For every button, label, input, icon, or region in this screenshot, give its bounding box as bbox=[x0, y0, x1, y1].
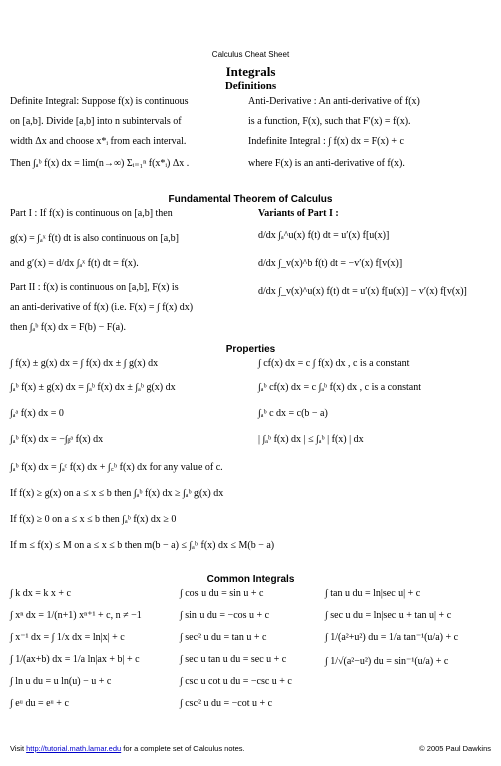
indefinite-integral-line: Indefinite Integral : ∫ f(x) dx = F(x) + c bbox=[248, 136, 404, 147]
sheet-top-title: Calculus Cheat Sheet bbox=[211, 50, 290, 59]
footer-note bbox=[10, 744, 245, 753]
common-integral-col2-5: ∫ csc u cot u du = −csc u + c bbox=[180, 676, 292, 687]
common-integral-col2-2: ∫ sin u du = −cos u + c bbox=[180, 610, 270, 621]
indefinite-integral-note: where F(x) is an anti-derivative of f(x). bbox=[248, 158, 405, 169]
ftc-left-line-6: then ∫ₐᵇ f(x) dx = F(b) − F(a). bbox=[10, 322, 126, 333]
definite-integral-line-4: Then ∫ₐᵇ f(x) dx = lim(n→∞) Σᵢ₌₁ⁿ f(x*ᵢ) Δx . bbox=[10, 158, 190, 169]
section-heading-definitions: Definitions bbox=[224, 80, 277, 92]
section-heading-common-integrals: Common Integrals bbox=[206, 574, 295, 585]
footer-suffix: for a complete set of Calculus notes. bbox=[121, 744, 245, 753]
common-integral-col2-6: ∫ csc² u du = −cot u + c bbox=[180, 698, 273, 709]
property-full-3: If f(x) ≥ 0 on a ≤ x ≤ b then ∫ₐᵇ f(x) dx ≥ 0 bbox=[10, 514, 177, 525]
ftc-left-line-5: an anti-derivative of f(x) (i.e. F(x) = ∫ f(x) dx) bbox=[10, 302, 194, 313]
page-title: Integrals bbox=[225, 64, 276, 79]
property-left-2: ∫ₐᵇ f(x) ± g(x) dx = ∫ₐᵇ f(x) dx ± ∫ₐᵇ g(x) dx bbox=[10, 382, 176, 393]
section-heading-ftc: Fundamental Theorem of Calculus bbox=[168, 194, 333, 205]
property-right-2: ∫ₐᵇ cf(x) dx = c ∫ₐᵇ f(x) dx , c is a constant bbox=[258, 382, 422, 393]
ftc-variants-title: Variants of Part I : bbox=[258, 208, 339, 219]
footer-prefix: Visit bbox=[10, 744, 27, 753]
property-full-2: If f(x) ≥ g(x) on a ≤ x ≤ b then ∫ₐᵇ f(x) dx ≥ ∫ₐᵇ g(x) dx bbox=[10, 488, 224, 499]
common-integral-col1-2: ∫ xⁿ dx = 1/(n+1) xⁿ⁺¹ + c, n ≠ −1 bbox=[10, 610, 142, 621]
ftc-variant-3: d/dx ∫_v(x)^u(x) f(t) dt = u′(x) f[u(x)] − v′(x) f[v(x)] bbox=[258, 286, 467, 297]
common-integral-col1-5: ∫ ln u du = u ln(u) − u + c bbox=[10, 676, 112, 687]
property-right-4: | ∫ₐᵇ f(x) dx | ≤ ∫ₐᵇ | f(x) | dx bbox=[258, 434, 364, 445]
definite-integral-line-3: width Δx and choose x*ᵢ from each interval. bbox=[10, 136, 187, 147]
common-integral-col3-4: ∫ 1/√(a²−u²) du = sin⁻¹(u/a) + c bbox=[325, 656, 449, 667]
ftc-left-line-1: Part I : If f(x) is continuous on [a,b] then bbox=[10, 208, 173, 219]
common-integral-col1-6: ∫ eᵘ du = eᵘ + c bbox=[10, 698, 69, 709]
common-integral-col2-4: ∫ sec u tan u du = sec u + c bbox=[180, 654, 287, 665]
property-left-3: ∫ₐᵃ f(x) dx = 0 bbox=[10, 408, 64, 419]
anti-derivative-line-2: is a function, F(x), such that F′(x) = f(x). bbox=[248, 116, 411, 127]
ftc-left-line-3: and g′(x) = d/dx ∫ₐˣ f(t) dt = f(x). bbox=[10, 258, 139, 269]
definite-integral-line-1: Definite Integral: Suppose f(x) is continuous bbox=[10, 96, 189, 107]
ftc-left-line-2: g(x) = ∫ₐˣ f(t) dt is also continuous on [a,b] bbox=[10, 233, 179, 244]
common-integral-col3-2: ∫ sec u du = ln|sec u + tan u| + c bbox=[325, 610, 452, 621]
section-heading-properties: Properties bbox=[225, 344, 276, 355]
ftc-variant-1: d/dx ∫ₐ^u(x) f(t) dt = u′(x) f[u(x)] bbox=[258, 230, 390, 241]
common-integral-col1-4: ∫ 1/(ax+b) dx = 1/a ln|ax + b| + c bbox=[10, 654, 140, 665]
property-left-1: ∫ f(x) ± g(x) dx = ∫ f(x) dx ± ∫ g(x) dx bbox=[10, 358, 159, 369]
ftc-variant-2: d/dx ∫_v(x)^b f(t) dt = −v′(x) f[v(x)] bbox=[258, 258, 403, 269]
common-integral-col1-1: ∫ k dx = k x + c bbox=[10, 588, 71, 599]
footer-copyright: © 2005 Paul Dawkins bbox=[419, 744, 491, 753]
common-integral-col2-3: ∫ sec² u du = tan u + c bbox=[180, 632, 267, 643]
property-right-3: ∫ₐᵇ c dx = c(b − a) bbox=[258, 408, 328, 419]
common-integral-col2-1: ∫ cos u du = sin u + c bbox=[180, 588, 264, 599]
common-integral-col1-3: ∫ x⁻¹ dx = ∫ 1/x dx = ln|x| + c bbox=[10, 632, 125, 643]
common-integral-col3-3: ∫ 1/(a²+u²) du = 1/a tan⁻¹(u/a) + c bbox=[325, 632, 459, 643]
property-full-1: ∫ₐᵇ f(x) dx = ∫ₐᶜ f(x) dx + ∫꜀ᵇ f(x) dx for any value of c. bbox=[10, 462, 223, 473]
ftc-left-line-4: Part II : f(x) is continuous on [a,b], F(x) is bbox=[10, 282, 179, 293]
property-left-4: ∫ₐᵇ f(x) dx = −∫ᵦᵃ f(x) dx bbox=[10, 434, 104, 445]
anti-derivative-line-1: Anti-Derivative : An anti-derivative of f(x) bbox=[248, 96, 420, 107]
common-integral-col3-1: ∫ tan u du = ln|sec u| + c bbox=[325, 588, 421, 599]
footer-link[interactable]: http://tutorial.math.lamar.edu bbox=[26, 744, 122, 753]
property-right-1: ∫ cf(x) dx = c ∫ f(x) dx , c is a constant bbox=[258, 358, 410, 369]
property-full-4: If m ≤ f(x) ≤ M on a ≤ x ≤ b then m(b − a) ≤ ∫ₐᵇ f(x) dx ≤ M(b − a) bbox=[10, 540, 275, 551]
definite-integral-line-2: on [a,b]. Divide [a,b] into n subintervals of bbox=[10, 116, 182, 127]
